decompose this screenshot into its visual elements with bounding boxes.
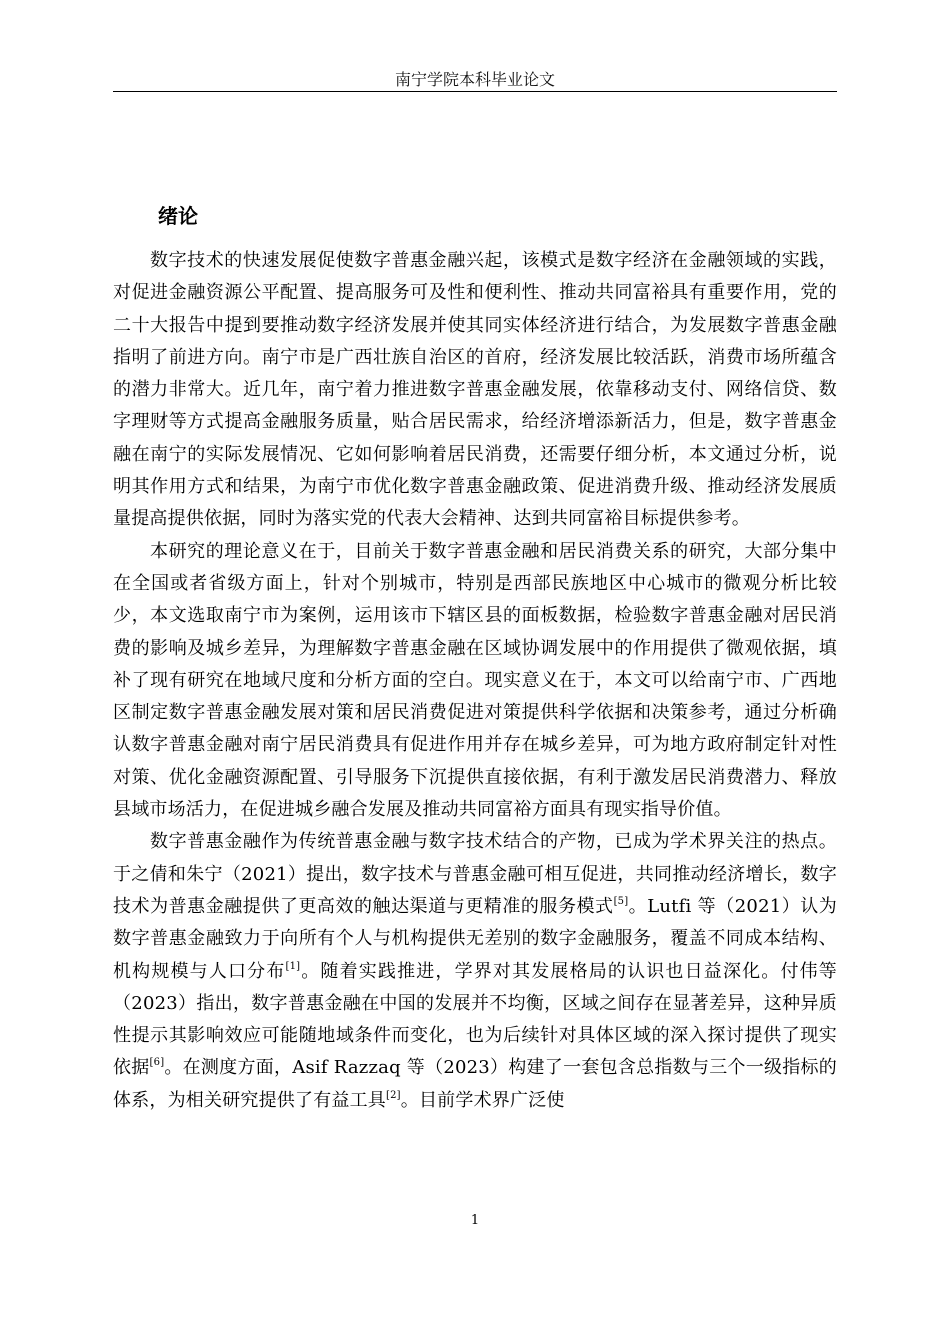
body-text [113,245,837,1117]
paragraph-3-text-a: 数字普惠金融作为传统普惠金融与数字技术结合的产物，已成为学术界关注的热点。于之倩和朱宁（2021）提出，数字技术与普惠金融可相互促进，共同推动经济增长，数字技术为普惠金融提供了更高效的触达渠道与更精准的服务模式 [113,831,837,917]
paragraph-1: 数字技术的快速发展促使数字普惠金融兴起，该模式是数字经济在金融领域的实践，对促进金融资源公平配置、提高服务可及性和便利性、推动共同富裕具有重要作用，党的二十大报告中提到要推动数字经济发展并使其同实体经济进行结合，为发展数字普惠金融指明了前进方向。南宁市是广西壮族自治区的首府，经济发展比较活跃，消费市场所蕴含的潜力非常大。近几年，南宁着力推进数字普惠金融发展，依靠移动支付、网络信贷、数字理财等方式提高金融服务质量，贴合居民需求，给经济增添新活力，但是，数字普惠金融在南宁的实际发展情况、它如何影响着居民消费，还需要仔细分析，本文通过分析，说明其作用方式和结果，为南宁市优化数字普惠金融政策、促进消费升级、推动经济发展质量提高提供依据，同时为落实党的代表大会精神、达到共同富裕目标提供参考。 [113,250,837,530]
running-header: 南宁学院本科毕业论文 [394,70,555,89]
citation-ref-1: [1] [285,960,301,972]
paragraph-2: 本研究的理论意义在于，目前关于数字普惠金融和居民消费关系的研究，大部分集中在全国或者省级方面上，针对个别城市，特别是西部民族地区中心城市的微观分析比较少，本文选取南宁市为案例，运用该市下辖区县的面板数据，检验数字普惠金融对居民消费的影响及城乡差异，为理解数字普惠金融在区域协调发展中的作用提供了微观依据，填补了现有研究在地域尺度和分析方面的空白。现实意义在于，本文可以给南宁市、广西地区制定数字普惠金融发展对策和居民消费促进对策提供科学依据和决策参考，通过分析确认数字普惠金融对南宁居民消费具有促进作用并存在城乡差异，可为地方政府制定针对性对策、优化金融资源配置、引导服务下沉提供直接依据，有利于激发居民消费潜力、释放县域市场活力，在促进城乡融合发展及推动共同富裕方面具有现实指导价值。 [113,540,837,821]
page-number: 1 [470,1213,480,1228]
citation-ref-5: [5] [613,895,629,907]
citation-ref-2: [2] [386,1089,401,1101]
paragraph-3 [113,826,837,1117]
paragraph-3-text-d: 。在测度方面，Asif Razzaq 等（2023）构建了一套包含总指数与三个一级指标的体系，为相关研究提供了有益工具 [113,1057,838,1111]
section-heading: 绪论 [158,204,198,228]
paragraph-3-text-e: 。目前学术界广泛使 [400,1089,565,1111]
paragraph-3-text-c: 。随着实践推进，学界对其发展格局的认识也日益深化。付伟等（2023）指出，数字普惠金融在中国的发展并不均衡，区域之间存在显著差异，这种异质性提示其影响效应可能随地域条件而变化，也为后续针对具体区域的深入探讨提供了现实依据 [113,960,837,1079]
paragraph-3-text-b: 。Lutfi 等（2021）认为数字普惠金融致力于向所有个人与机构提供无差别的数字金融服务，覆盖不同成本结构、机构规模与人口分布 [113,895,837,982]
header-divider [113,91,837,92]
citation-ref-6: [6] [149,1057,165,1069]
